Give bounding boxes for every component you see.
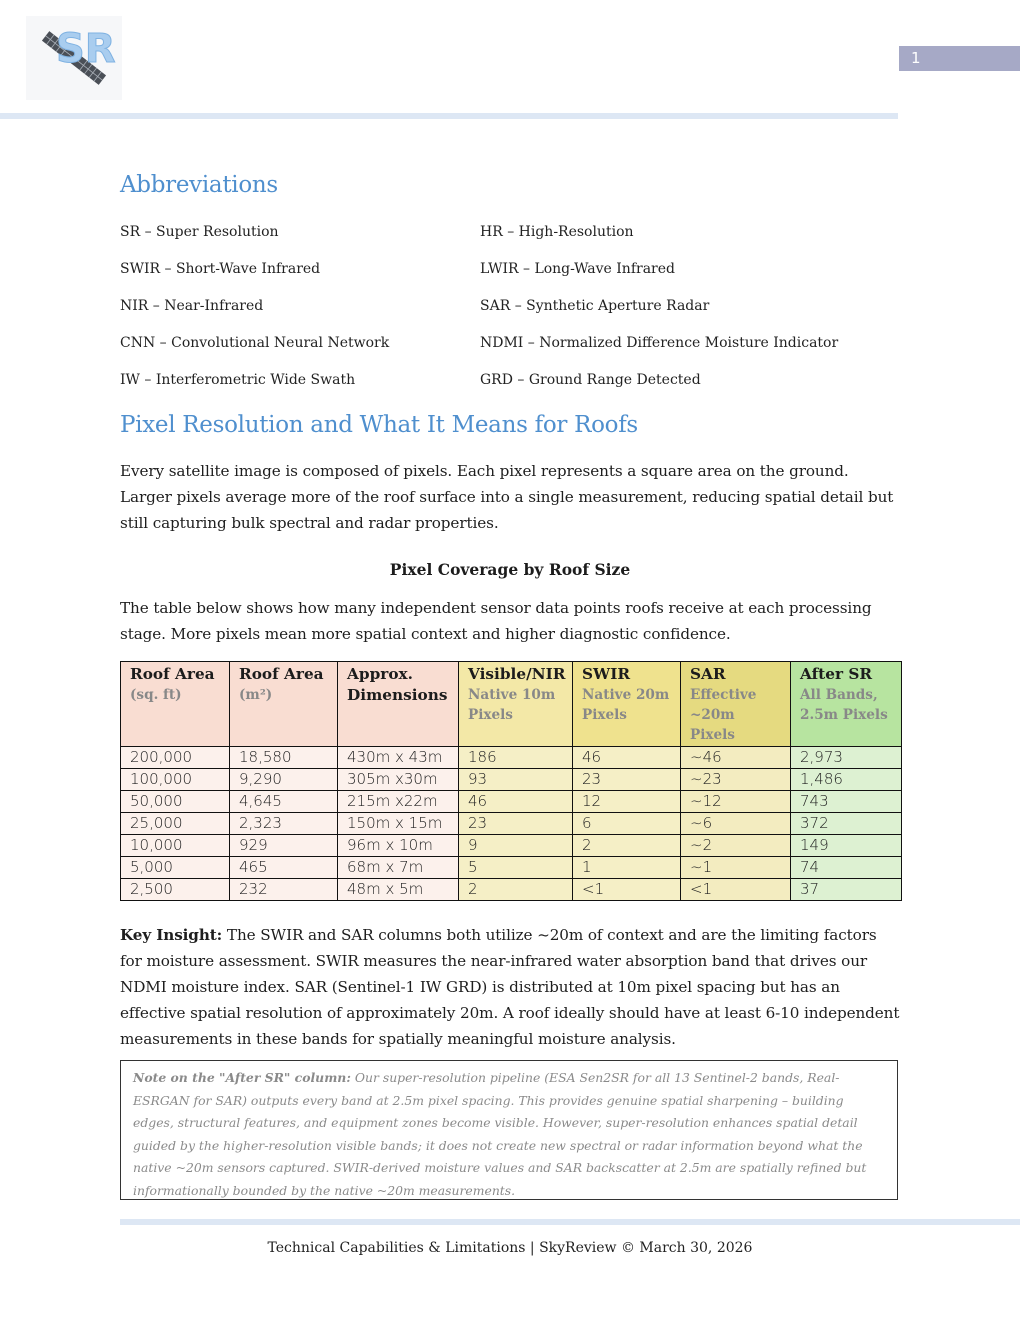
table-cell: 96m x 10m <box>338 835 459 857</box>
table-header-row <box>121 662 902 747</box>
column-header: After SR All Bands, 2.5m Pixels <box>791 662 902 747</box>
table-caption: Pixel Coverage by Roof Size <box>389 560 631 579</box>
intro-paragraph: Every satellite image is composed of pixels. Each pixel represents a square area on the ground. Larger pixels average more of the roof surface into a single measurement, reducing spatial detail but still capturing bulk spectral and radar properties. <box>120 462 894 532</box>
abbreviation-item: NDMI – Normalized Difference Moisture Indicator <box>480 335 839 351</box>
pixel-coverage-table <box>120 661 902 901</box>
table-intro-paragraph: The table below shows how many independent sensor data points roofs receive at each processing stage. More pixels mean more spatial context and higher diagnostic confidence. <box>120 599 872 643</box>
table-cell: 9,290 <box>230 769 338 791</box>
table-cell: 232 <box>230 879 338 901</box>
table-cell: 4,645 <box>230 791 338 813</box>
table-cell: 372 <box>791 813 902 835</box>
table-cell: 150m x 15m <box>338 813 459 835</box>
key-insight-label: Key Insight: <box>120 926 223 944</box>
table-cell: 23 <box>573 769 681 791</box>
after-sr-note <box>120 1060 898 1200</box>
table-cell: ~6 <box>681 813 791 835</box>
table-cell: 2 <box>459 879 573 901</box>
table-cell: 50,000 <box>121 791 230 813</box>
key-insight-text: The SWIR and SAR columns both utilize ~20m of context and are the limiting factors for moisture assessment. SWIR measures the near-infrared water absorption band that drives our NDMI moisture index. SAR (Sentinel-1 IW GRD) is distributed at 10m pixel spacing but has an effective spatial resolution of approximately 20m. A roof ideally should have at least 6-10 independent measurements in these bands for spatially meaningful moisture analysis. <box>120 926 900 1048</box>
table-cell: 10,000 <box>121 835 230 857</box>
table-cell: 186 <box>459 747 573 769</box>
table-cell: ~23 <box>681 769 791 791</box>
table-cell: 74 <box>791 857 902 879</box>
table-cell: 5,000 <box>121 857 230 879</box>
column-header: SAR Effective ~20m Pixels <box>681 662 791 747</box>
table-cell: 929 <box>230 835 338 857</box>
key-insight-paragraph <box>120 922 900 1052</box>
table-cell: 48m x 5m <box>338 879 459 901</box>
table-cell: 9 <box>459 835 573 857</box>
abbreviation-item: NIR – Near-Infrared <box>120 298 264 314</box>
table-cell: 18,580 <box>230 747 338 769</box>
table-cell: 465 <box>230 857 338 879</box>
table-cell: 12 <box>573 791 681 813</box>
table-cell: 37 <box>791 879 902 901</box>
abbreviations-heading: Abbreviations <box>120 172 278 198</box>
table-row <box>121 857 902 879</box>
note-text: Our super-resolution pipeline (ESA Sen2SR for all 13 Sentinel-2 bands, Real-ESRGAN for SAR) outputs every band at 2.5m pixel spacing. This provides genuine spatial sharpening – building edges, structural features, and equipment zones become visible. However, super-resolution enhances spatial detail guided by the higher-resolution visible bands; it does not create new spectral or radar information beyond what the native ~20m sensors captured. SWIR-derived moisture values and SAR backscatter at 2.5m are spatially refined but informationally bounded by the native ~20m measurements. <box>133 1070 867 1198</box>
table-cell: <1 <box>573 879 681 901</box>
table-cell: 2,500 <box>121 879 230 901</box>
table-cell: 149 <box>791 835 902 857</box>
note-label: Note on the "After SR" column: <box>133 1070 351 1085</box>
table-cell: 1 <box>573 857 681 879</box>
table-row <box>121 813 902 835</box>
table-cell: 305m x30m <box>338 769 459 791</box>
table-cell: 2,323 <box>230 813 338 835</box>
column-header: Roof Area (sq. ft) <box>121 662 230 747</box>
table-cell: 46 <box>459 791 573 813</box>
table-cell: 1,486 <box>791 769 902 791</box>
table-cell: ~2 <box>681 835 791 857</box>
table-cell: 46 <box>573 747 681 769</box>
skyreview-logo <box>26 16 122 100</box>
header-divider <box>0 113 898 119</box>
abbreviation-item: SWIR – Short-Wave Infrared <box>120 261 321 277</box>
table-cell: 200,000 <box>121 747 230 769</box>
table-row <box>121 835 902 857</box>
abbreviation-item: HR – High-Resolution <box>480 224 634 240</box>
page-number: 1 <box>899 46 1020 71</box>
abbreviation-item: IW – Interferometric Wide Swath <box>120 372 356 388</box>
footer-divider <box>120 1219 1020 1225</box>
svg-text:SR: SR <box>56 26 116 72</box>
column-header: Visible/NIR Native 10m Pixels <box>459 662 573 747</box>
table-cell: 100,000 <box>121 769 230 791</box>
table-cell: ~46 <box>681 747 791 769</box>
table-cell: 430m x 43m <box>338 747 459 769</box>
abbreviation-item: SR – Super Resolution <box>120 224 279 240</box>
abbreviation-item: GRD – Ground Range Detected <box>480 372 701 388</box>
column-header: SWIR Native 20m Pixels <box>573 662 681 747</box>
table-cell: 68m x 7m <box>338 857 459 879</box>
table-cell: 2 <box>573 835 681 857</box>
table-cell: ~1 <box>681 857 791 879</box>
section-heading: Pixel Resolution and What It Means for Roofs <box>120 412 638 438</box>
abbreviation-item: LWIR – Long-Wave Infrared <box>480 261 675 277</box>
table-cell: 5 <box>459 857 573 879</box>
table-row <box>121 791 902 813</box>
abbreviation-item: CNN – Convolutional Neural Network <box>120 335 390 351</box>
column-header: Roof Area (m²) <box>230 662 338 747</box>
table-cell: ~12 <box>681 791 791 813</box>
table-cell: 93 <box>459 769 573 791</box>
page-content <box>120 172 900 1200</box>
abbreviation-item: SAR – Synthetic Aperture Radar <box>480 298 710 314</box>
table-cell: 6 <box>573 813 681 835</box>
table-cell: <1 <box>681 879 791 901</box>
table-row <box>121 879 902 901</box>
abbreviations-list <box>120 223 900 390</box>
column-header: Approx. Dimensions <box>338 662 459 747</box>
table-cell: 2,973 <box>791 747 902 769</box>
table-cell: 743 <box>791 791 902 813</box>
table-cell: 25,000 <box>121 813 230 835</box>
table-cell: 215m x22m <box>338 791 459 813</box>
footer: Technical Capabilities & Limitations | SkyReview © March 30, 2026 <box>267 1240 753 1256</box>
table-row <box>121 747 902 769</box>
table-cell: 23 <box>459 813 573 835</box>
table-row <box>121 769 902 791</box>
